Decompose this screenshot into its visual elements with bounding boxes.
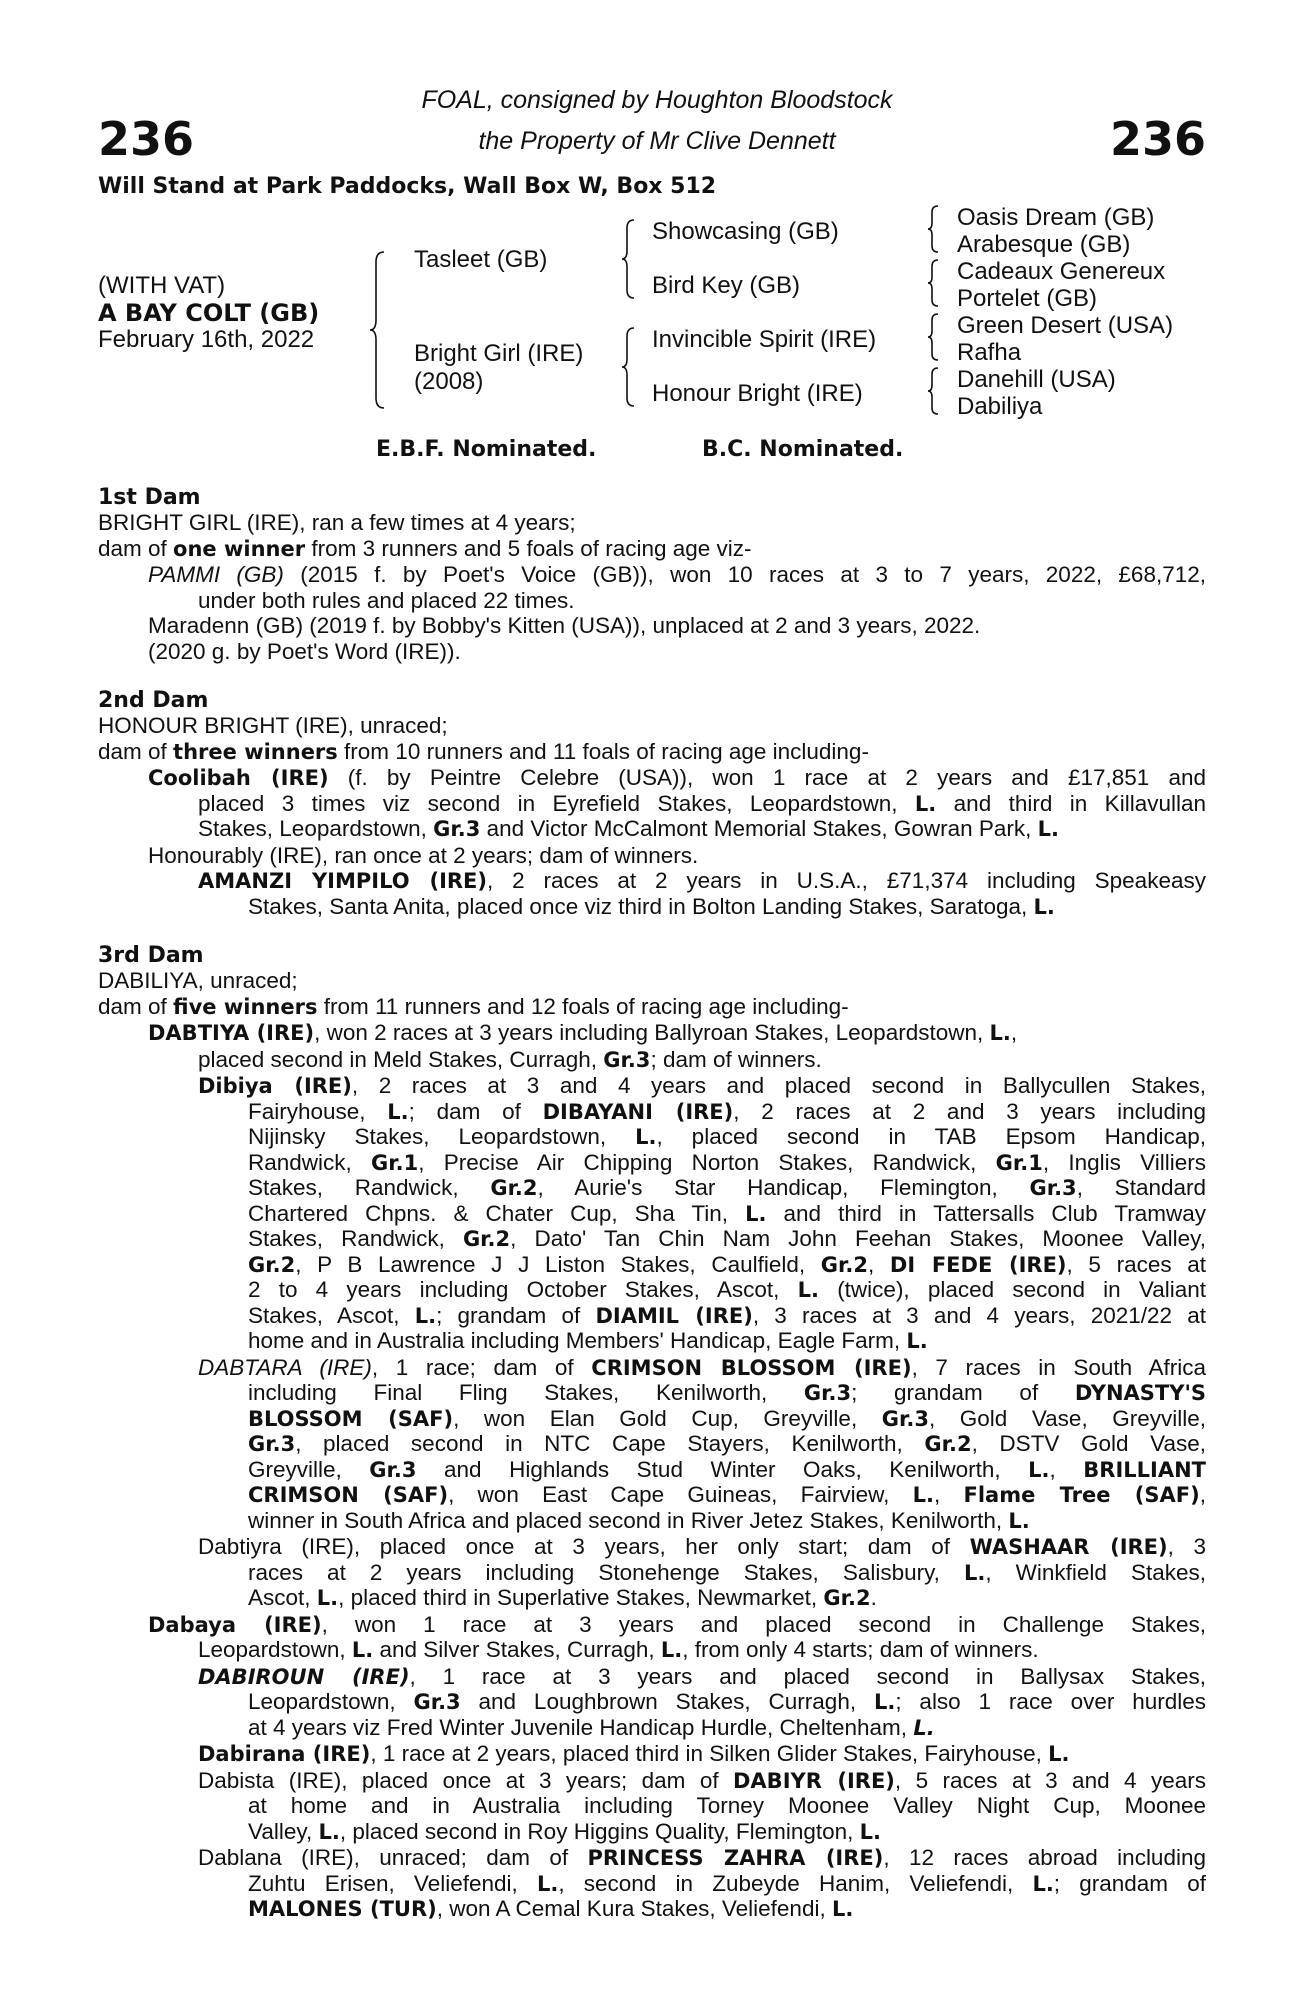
text-run: , — [934, 1482, 964, 1507]
bold-text: PRINCESS ZAHRA (IRE) — [587, 1846, 884, 1870]
text-run: Ascot, — [248, 1585, 317, 1610]
text-run: , 2 races at 2 years in U.S.A., £71,374 including Speakeasy — [487, 868, 1206, 893]
text-run: and Highlands Stud Winter Oaks, Kenilworth, — [416, 1456, 1029, 1482]
bold-text: Gr.3 — [881, 1406, 929, 1431]
pedigree-gg-5: Green Desert (USA) — [957, 312, 1174, 339]
text-run: and Loughbrown Stakes, Curragh, — [460, 1689, 874, 1714]
italic-text: PAMMI (GB) — [148, 562, 284, 587]
horse-name: A BAY COLT (GB) — [98, 299, 320, 327]
text-run: , 7 races in South Africa — [911, 1354, 1206, 1380]
text-run: from 10 runners and 11 foals of racing age including- — [337, 738, 869, 764]
text-run: , Standard — [1076, 1175, 1206, 1200]
foaling-date: February 16th, 2022 — [98, 326, 315, 353]
pedigree-line — [98, 1689, 1206, 1715]
bold-text: L. — [859, 1819, 882, 1844]
bold-text: L. — [1048, 1742, 1070, 1766]
pedigree-line — [98, 1482, 1206, 1508]
text-run: at home and in Australia including Torney Moonee Valley Night Cup, Moonee — [248, 1793, 1206, 1818]
text-run: , Dato' Tan Chin Nam John Feehan Stakes, Moonee Valley, — [510, 1226, 1206, 1251]
bold-text: Gr.2 — [490, 1176, 538, 1200]
bold-text: L. — [660, 1638, 683, 1662]
pedigree-line — [98, 1124, 1206, 1150]
bold-text: Gr.3 — [413, 1690, 461, 1714]
pedigree-line — [98, 588, 1206, 614]
consignor-line: FOAL, consigned by Houghton Bloodstock — [421, 86, 893, 114]
text-run: (2020 g. by Poet's Word (IRE)). — [148, 638, 461, 664]
bold-text: Gr.2 — [823, 1586, 871, 1610]
stand-location: Will Stand at Park Paddocks, Wall Box W, Box 512 — [98, 174, 717, 199]
text-run: Randwick, — [248, 1149, 372, 1175]
text-run: ; dam of winners. — [650, 1046, 822, 1072]
first-dam-section — [98, 485, 1206, 664]
pedigree-brace-g3 — [926, 312, 942, 362]
pedigree-line — [98, 1431, 1206, 1457]
pedigree-gg-1: Oasis Dream (GB) — [957, 204, 1155, 231]
text-run: from 3 runners and 5 foals of racing age viz- — [305, 535, 752, 561]
text-run: , 1 race at 3 years and placed second in Ballysax Stakes, — [409, 1663, 1206, 1689]
bold-text: Coolibah (IRE) — [148, 766, 329, 790]
pedigree-sire: Tasleet (GB) — [414, 246, 548, 273]
pedigree-line — [98, 1715, 1206, 1742]
bold-text: WASHAAR (IRE) — [969, 1535, 1168, 1559]
text-run: placed second in Meld Stakes, Curragh, — [198, 1046, 604, 1072]
text-run: , 1 race at 2 years, placed third in Silken Glider Stakes, Fairyhouse, — [370, 1741, 1049, 1766]
text-run: Fairyhouse, — [248, 1098, 388, 1124]
bold-text: L. — [873, 1690, 896, 1714]
pedigree-line — [98, 1020, 1206, 1047]
bold-text: DABIROUN (IRE) — [198, 1664, 410, 1689]
bold-text: AMANZI YIMPILO (IRE) — [198, 869, 487, 893]
pedigree-line — [98, 713, 1206, 739]
bold-text: L. — [316, 1586, 339, 1610]
text-run: ; grandam of — [851, 1380, 1075, 1405]
lot-number-right: 236 — [1109, 112, 1206, 166]
bold-text: Gr.2 — [924, 1432, 972, 1456]
pedigree-line — [98, 1226, 1206, 1252]
third-dam-body — [98, 968, 1206, 1923]
text-run: dam of — [98, 535, 174, 561]
pedigree-line — [98, 1099, 1206, 1125]
pedigree-line — [98, 1768, 1206, 1794]
text-run: home and in Australia including Members' Handicap, Eagle Farm, — [248, 1328, 907, 1353]
bold-text: Gr.3 — [1029, 1176, 1077, 1200]
pedigree-line — [98, 536, 1206, 563]
pedigree-line — [98, 1819, 1206, 1846]
text-run: Nijinsky Stakes, Leopardstown, — [248, 1124, 636, 1149]
text-run: , 2 races at 2 and 3 years including — [733, 1098, 1206, 1124]
pedigree-dam-dam: Honour Bright (IRE) — [652, 380, 863, 407]
pedigree-brace-g4 — [926, 366, 942, 416]
bold-text: three winners — [173, 739, 338, 764]
text-run: , second in Zubeyde Hanim, Veliefendi, — [558, 1870, 1033, 1896]
text-run: , won 1 race at 3 years and placed second in Challenge Stakes, — [321, 1611, 1206, 1637]
pedigree-line — [98, 1175, 1206, 1201]
text-run: Greyville, — [248, 1456, 370, 1482]
text-run: ; also 1 race over hurdles — [895, 1689, 1206, 1714]
pedigree-brace-g2 — [926, 258, 942, 308]
text-run: , 3 — [1167, 1534, 1206, 1559]
text-run: , won East Cape Guineas, Fairview, — [448, 1482, 913, 1507]
pedigree-line — [98, 894, 1206, 921]
text-run: dam of — [98, 993, 174, 1019]
pedigree-brace-g1 — [926, 204, 942, 254]
pedigree-line — [98, 843, 1206, 869]
text-run: Dabista (IRE), placed once at 3 years; dam of — [198, 1767, 733, 1793]
bold-text: DIBAYANI (IRE) — [542, 1099, 734, 1124]
text-run: (twice), placed second in Valiant — [818, 1277, 1206, 1302]
bold-text: L. — [536, 1871, 559, 1896]
pedigree-line — [98, 1201, 1206, 1227]
text-run: Valley, — [248, 1818, 319, 1844]
bold-text: five winners — [173, 994, 318, 1019]
text-run: HONOUR BRIGHT (IRE), unraced; — [98, 713, 448, 738]
bold-text: MALONES (TUR) — [248, 1897, 437, 1921]
bold-text: Gr.2 — [820, 1252, 868, 1277]
bold-text: L. — [913, 1715, 935, 1740]
pedigree-line — [98, 968, 1206, 994]
pedigree-line — [98, 1585, 1206, 1612]
bold-text: DI FEDE (IRE) — [889, 1252, 1067, 1277]
bold-text: one winner — [173, 536, 306, 561]
text-run: Zuhtu Erisen, Veliefendi, — [248, 1870, 537, 1896]
pedigree-line — [98, 1793, 1206, 1819]
text-run: , Aurie's Star Handicap, Flemington, — [537, 1175, 1030, 1200]
pedigree-line — [98, 1355, 1206, 1381]
text-run: , Gold Vase, Greyville, — [928, 1405, 1206, 1431]
pedigree-line — [98, 1612, 1206, 1638]
text-run: under both rules and placed 22 times. — [198, 587, 575, 613]
bold-text: L. — [797, 1278, 819, 1302]
second-dam-body — [98, 713, 1206, 920]
text-run: , 5 races at — [1066, 1251, 1206, 1277]
bold-text: L. — [745, 1201, 767, 1226]
bold-text: L. — [318, 1819, 340, 1844]
pedigree-line — [98, 1457, 1206, 1483]
pedigree-line — [98, 765, 1206, 791]
text-run: Stakes, Santa Anita, placed once viz third in Bolton Landing Stakes, Saratoga, — [248, 893, 1034, 919]
bold-text: L. — [1032, 1871, 1054, 1896]
text-run: from 11 runners and 12 foals of racing age including- — [317, 993, 849, 1019]
text-run: Dablana (IRE), unraced; dam of — [198, 1845, 588, 1870]
pedigree-line — [98, 1845, 1206, 1871]
pedigree-line — [98, 868, 1206, 894]
text-run: Stakes, Leopardstown, — [198, 816, 434, 841]
pedigree-sire-dam: Bird Key (GB) — [652, 272, 801, 299]
text-run: dam of — [98, 738, 174, 764]
text-run: ; grandam of — [1053, 1870, 1206, 1896]
pedigree-line — [98, 816, 1206, 843]
bold-text: L. — [1037, 817, 1059, 841]
text-run: , from only 4 starts; dam of winners. — [682, 1637, 1039, 1662]
text-run: and third in Killavullan — [936, 790, 1206, 816]
text-run: ; grandam of — [436, 1302, 596, 1328]
text-run: , placed third in Superlative Stakes, Newmarket, — [338, 1585, 824, 1610]
pedigree-line — [98, 1328, 1206, 1355]
pedigree-gg-3: Cadeaux Genereux — [957, 258, 1166, 285]
pedigree-line — [98, 562, 1206, 588]
text-run: and third in Tattersalls Club Tramway — [766, 1200, 1206, 1226]
text-run: including Final Fling Stakes, Kenilworth, — [248, 1380, 804, 1405]
bold-text: Gr.1 — [371, 1150, 419, 1175]
pedigree-gg-8: Dabiliya — [957, 393, 1043, 420]
pedigree-line — [98, 1303, 1206, 1329]
bold-text: L. — [989, 1021, 1011, 1045]
bold-text: Gr.3 — [433, 817, 481, 841]
text-run: , 12 races abroad including — [883, 1845, 1206, 1870]
text-run: Dabtiyra (IRE), placed once at 3 years, her only start; dam of — [198, 1534, 970, 1559]
third-dam-section — [98, 943, 1206, 1923]
bold-text: Dabaya (IRE) — [148, 1612, 322, 1637]
ebf-nomination: E.B.F. Nominated. — [376, 437, 597, 462]
text-run: , Precise Air Chipping Norton Stakes, Randwick, — [418, 1149, 996, 1175]
pedigree-line — [98, 1637, 1206, 1664]
pedigree-line — [98, 1277, 1206, 1303]
bold-text: DABTIYA (IRE) — [148, 1021, 315, 1045]
text-run: , placed second in Roy Higgins Quality, Flemington, — [339, 1818, 860, 1844]
text-run: , 5 races at 3 and 4 years — [894, 1767, 1206, 1793]
bold-text: CRIMSON BLOSSOM (IRE) — [591, 1355, 912, 1380]
pedigree-line — [98, 1534, 1206, 1560]
bold-text: L. — [1008, 1508, 1030, 1533]
text-run: , 1 race; dam of — [371, 1354, 592, 1380]
text-run: , won Elan Gold Cup, Greyville, — [453, 1405, 882, 1431]
first-dam-body — [98, 510, 1206, 664]
bold-text: Flame Tree (SAF) — [963, 1483, 1200, 1507]
pedigree-dam-year: (2008) — [414, 368, 484, 395]
pedigree-line — [98, 613, 1206, 639]
text-run: , — [1199, 1482, 1206, 1507]
text-run: (2015 f. by Poet's Voice (GB)), won 10 races at 3 to 7 years, 2022, £68,712, — [283, 562, 1206, 587]
text-run: and Victor McCalmont Memorial Stakes, Gowran Park, — [480, 816, 1038, 841]
text-run: Honourably (IRE), ran once at 2 years; dam of winners. — [148, 842, 699, 868]
text-run: , — [1049, 1456, 1084, 1482]
italic-text: DABTARA (IRE) — [198, 1354, 372, 1380]
bold-text: DABIYR (IRE) — [733, 1768, 895, 1793]
text-run: , — [867, 1251, 890, 1277]
vat-note: (WITH VAT) — [98, 272, 226, 299]
pedigree-line — [98, 1664, 1206, 1690]
pedigree-gg-7: Danehill (USA) — [957, 366, 1116, 393]
pedigree-brace-main — [368, 250, 390, 410]
third-dam-heading: 3rd Dam — [98, 943, 204, 968]
bold-text: L. — [912, 1483, 935, 1507]
pedigree-line — [98, 1741, 1206, 1768]
pedigree-line — [98, 1560, 1206, 1586]
bold-text: DYNASTY'S — [1074, 1381, 1206, 1405]
pedigree-line — [98, 1150, 1206, 1176]
lot-number-left: 236 — [98, 112, 195, 166]
text-run: , won A Cemal Kura Stakes, Veliefendi, — [436, 1896, 832, 1921]
first-dam-heading: 1st Dam — [98, 485, 201, 510]
text-run: Stakes, Ascot, — [248, 1302, 415, 1328]
bold-text: Gr.2 — [462, 1227, 511, 1251]
text-run: races at 2 years including Stonehenge Stakes, Salisbury, — [248, 1559, 964, 1585]
text-run: , — [1010, 1020, 1018, 1045]
text-run: , DSTV Gold Vase, — [971, 1431, 1206, 1456]
bold-text: L. — [414, 1303, 437, 1328]
text-run: , placed second in TAB Epsom Handicap, — [656, 1124, 1206, 1149]
bold-text: L. — [387, 1099, 409, 1124]
text-run: , placed second in NTC Cape Stayers, Kenilworth, — [295, 1431, 925, 1456]
pedigree-line — [98, 1871, 1206, 1897]
bold-text: L. — [1033, 894, 1055, 919]
pedigree-brace-sire — [620, 218, 638, 300]
bold-text: DIAMIL (IRE) — [595, 1303, 753, 1328]
text-run: winner in South Africa and placed second in River Jetez Stakes, Kenilworth, — [248, 1507, 1009, 1533]
pedigree-line — [98, 639, 1206, 665]
bold-text: L. — [831, 1897, 854, 1921]
pedigree-dam: Bright Girl (IRE) — [414, 340, 584, 367]
bold-text: L. — [914, 791, 937, 816]
bold-text: Gr.3 — [369, 1457, 417, 1482]
pedigree-gg-2: Arabesque (GB) — [957, 231, 1131, 258]
bold-text: Dibiya (IRE) — [198, 1074, 352, 1098]
bold-text: Gr.2 — [248, 1252, 296, 1277]
text-run: Leopardstown, — [198, 1637, 352, 1662]
text-run: (f. by Peintre Celebre (USA)), won 1 race at 2 years and £17,851 and — [328, 765, 1206, 790]
bold-text: L. — [351, 1638, 374, 1662]
text-run: at 4 years viz Fred Winter Juvenile Handicap Hurdle, Cheltenham, — [248, 1714, 914, 1740]
text-run: BRIGHT GIRL (IRE), ran a few times at 4 years; — [98, 510, 576, 535]
bc-nomination: B.C. Nominated. — [702, 437, 904, 462]
bold-text: Gr.3 — [248, 1432, 296, 1456]
text-run: , Winkfield Stakes, — [985, 1559, 1206, 1585]
text-run: DABILIYA, unraced; — [98, 968, 298, 993]
pedigree-line — [98, 510, 1206, 536]
pedigree-brace-dam — [620, 326, 638, 408]
pedigree-line — [98, 1896, 1206, 1923]
bold-text: Gr.1 — [995, 1150, 1043, 1175]
pedigree-line — [98, 1380, 1206, 1406]
text-run: Maradenn (GB) (2019 f. by Bobby's Kitten (USA)), unplaced at 2 and 3 years, 2022. — [148, 613, 981, 638]
pedigree-line — [98, 1073, 1206, 1099]
text-run: 2 to 4 years including October Stakes, Ascot, — [248, 1277, 798, 1302]
text-run: , won 2 races at 3 years including Ballyroan Stakes, Leopardstown, — [314, 1020, 990, 1045]
pedigree-line — [98, 1047, 1206, 1074]
pedigree-line — [98, 739, 1206, 766]
bold-text: BRILLIANT — [1083, 1457, 1206, 1482]
text-run: , 2 races at 3 and 4 years and placed second in Ballycullen Stakes, — [351, 1073, 1206, 1098]
bold-text: L. — [963, 1560, 986, 1585]
second-dam-section — [98, 688, 1206, 920]
text-run: Chartered Chpns. & Chater Cup, Sha Tin, — [248, 1200, 746, 1226]
pedigree-dam-sire: Invincible Spirit (IRE) — [652, 326, 877, 353]
bold-text: L. — [635, 1125, 657, 1149]
text-run: , 3 races at 3 and 4 years, 2021/22 at — [752, 1302, 1206, 1328]
text-run: Leopardstown, — [248, 1689, 414, 1714]
property-line: the Property of Mr Clive Dennett — [478, 127, 836, 155]
text-run: , Inglis Villiers — [1042, 1149, 1206, 1175]
text-run: placed 3 times viz second in Eyrefield Stakes, Leopardstown, — [198, 790, 915, 816]
pedigree-line — [98, 791, 1206, 817]
bold-text: Gr.3 — [803, 1381, 852, 1405]
text-run: Stakes, Randwick, — [248, 1175, 491, 1200]
text-run: , P B Lawrence J J Liston Stakes, Caulfield, — [295, 1251, 821, 1277]
pedigree-gg-6: Rafha — [957, 339, 1022, 366]
text-run: and Silver Stakes, Curragh, — [373, 1637, 661, 1662]
bold-text: Dabirana (IRE) — [198, 1742, 371, 1766]
pedigree-line — [98, 1508, 1206, 1535]
pedigree-sire-sire: Showcasing (GB) — [652, 218, 839, 245]
second-dam-heading: 2nd Dam — [98, 688, 209, 713]
bold-text: Gr.3 — [603, 1047, 651, 1072]
pedigree-line — [98, 1252, 1206, 1278]
bold-text: CRIMSON (SAF) — [248, 1483, 449, 1507]
bold-text: L. — [906, 1329, 928, 1353]
pedigree-gg-4: Portelet (GB) — [957, 285, 1098, 312]
pedigree-line — [98, 1406, 1206, 1432]
bold-text: L. — [1028, 1457, 1050, 1482]
text-run: ; dam of — [408, 1098, 543, 1124]
text-run: Stakes, Randwick, — [248, 1226, 463, 1251]
pedigree-line — [98, 994, 1206, 1021]
bold-text: BLOSSOM (SAF) — [248, 1406, 454, 1431]
text-run: . — [870, 1585, 877, 1610]
